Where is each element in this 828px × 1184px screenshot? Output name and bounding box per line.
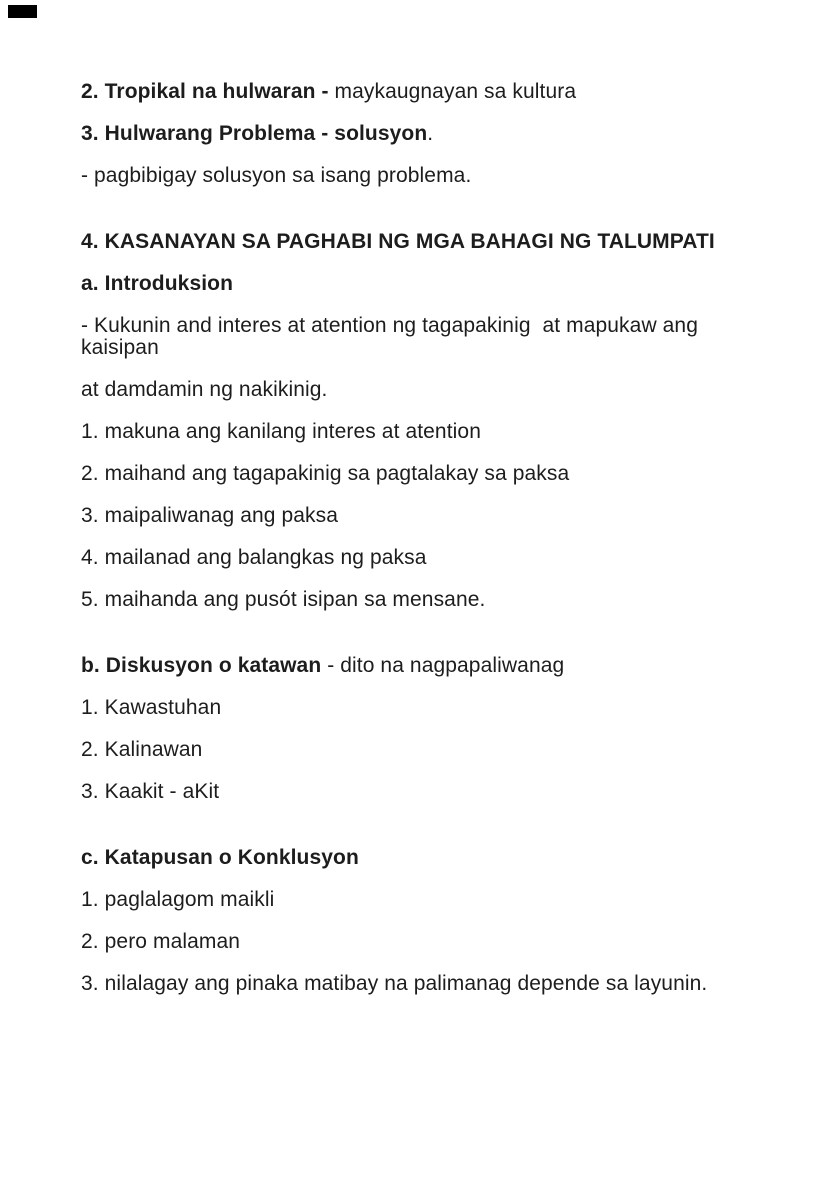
text-segment: . — [427, 122, 434, 145]
text-segment-bold: a. Introduksion — [81, 272, 234, 295]
text-line — [81, 315, 778, 359]
text-segment: 1. Kawastuhan — [81, 696, 222, 719]
text-segment: 1. paglalagom maikli — [81, 888, 275, 911]
text-segment-bold: 3. Hulwarang Problema - solusyon — [81, 122, 428, 145]
text-line — [81, 847, 778, 869]
text-line — [81, 231, 778, 253]
text-line — [81, 781, 778, 803]
text-segment: - pagbibigay solusyon sa isang problema. — [81, 164, 472, 187]
document-body — [81, 81, 778, 995]
text-segment: 2. pero malaman — [81, 930, 241, 953]
text-segment-bold: b. Diskusyon o katawan — [81, 654, 322, 677]
text-line — [81, 973, 778, 995]
text-segment: - dito na nagpapaliwanag — [321, 654, 565, 677]
text-segment: 5. maihanda ang pusót isipan sa mensane. — [81, 588, 486, 611]
text-line — [81, 165, 778, 187]
text-segment: maykaugnayan sa kultura — [328, 80, 577, 103]
text-segment: 1. makuna ang kanilang interes at atention — [81, 420, 481, 443]
text-line — [81, 931, 778, 953]
text-segment-bold: 2. Tropikal na hulwaran - — [81, 80, 329, 103]
text-line — [81, 505, 778, 527]
text-line — [81, 589, 778, 611]
text-line — [81, 739, 778, 761]
text-segment: - Kukunin and interes at atention ng tagapakinig at mapukaw ang kaisipan — [81, 314, 704, 359]
text-line — [81, 697, 778, 719]
text-line — [81, 547, 778, 569]
text-segment: at damdamin ng nakikinig. — [81, 378, 328, 401]
text-line — [81, 421, 778, 443]
text-segment: 3. nilalagay ang pinaka matibay na palimanag depende sa layunin. — [81, 972, 708, 995]
text-segment-bold: c. Katapusan o Konklusyon — [81, 846, 359, 869]
text-line — [81, 379, 778, 401]
text-segment: 2. Kalinawan — [81, 738, 203, 761]
text-line — [81, 273, 778, 295]
text-segment: 2. maihand ang tagapakinig sa pagtalakay sa paksa — [81, 462, 570, 485]
text-segment: 3. maipaliwanag ang paksa — [81, 504, 339, 527]
text-line — [81, 123, 778, 145]
text-segment-bold: 4. KASANAYAN SA PAGHABI NG MGA BAHAGI NG TALUMPATI — [81, 230, 715, 253]
text-line — [81, 889, 778, 911]
text-line — [81, 463, 778, 485]
text-segment: 3. Kaakit - aKit — [81, 780, 220, 803]
text-segment: 4. mailanad ang balangkas ng paksa — [81, 546, 427, 569]
text-line — [81, 655, 778, 677]
text-line — [81, 81, 778, 103]
